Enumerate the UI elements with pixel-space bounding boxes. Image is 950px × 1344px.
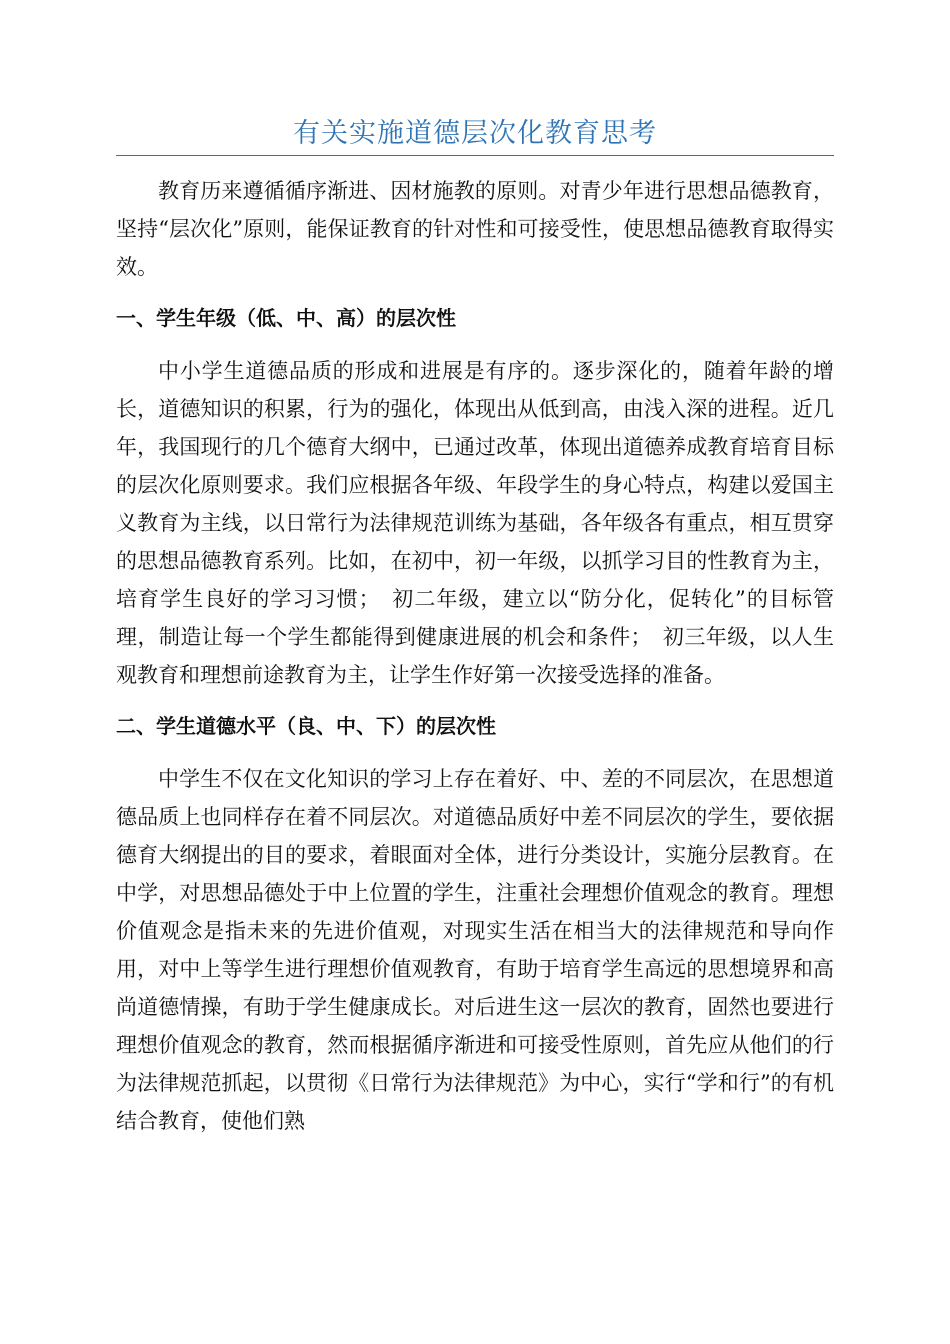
document-title: 有关实施道德层次化教育思考: [293, 118, 657, 149]
section-body-moral-levels: 中学生不仅在文化知识的学习上存在着好、中、差的不同层次，在思想道德品质上也同样存在着不同层次。对道德品质好中差不同层次的学生，要依据德育大纲提出的目的要求，着眼面对全体，进行分类设计，实施分层教育。在中学，对思想品德处于中上位置的学生，注重社会理想价值观念的教育。理想价值观念是指未来的先进价值观，对现实生活在相当大的法律规范和导向作用，对中上等学生进行理想价值观教育，有助于培育学生高远的思想境界和高尚道德情操，有助于学生健康成长。对后进生这一层次的教育，固然也要进行理想价值观念的教育，然而根据循序渐进和可接受性原则，首先应从他们的行为法律规范抓起，以贯彻《日常行为法律规范》为中心，实行“学和行”的有机结合教育，使他们熟: [116, 767, 834, 1133]
section-heading-grade-levels: 一、学生年级（低、中、高）的层次性: [116, 306, 456, 330]
title-underline: [116, 155, 834, 156]
section-heading-moral-levels: 二、学生道德水平（良、中、下）的层次性: [116, 714, 496, 738]
document-body: [116, 172, 834, 1140]
intro-paragraph: 教育历来遵循循序渐进、因材施教的原则。对青少年进行思想品德教育，坚持“层次化”原则，能保证教育的针对性和可接受性，使思想品德教育取得实效。: [116, 179, 834, 279]
section-body-grade-levels: 中小学生道德品质的形成和进展是有序的。逐步深化的，随着年龄的增长，道德知识的积累，行为的强化，体现出从低到高，由浅入深的进程。近几年，我国现行的几个德育大纲中，已通过改革，体现出道德养成教育培育目标的层次化原则要求。我们应根据各年级、年段学生的身心特点，构建以爱国主义教育为主线，以日常行为法律规范训练为基础，各年级各有重点，相互贯穿的思想品德教育系列。比如，在初中，初一年级，以抓学习目的性教育为主，培育学生良好的学习习惯； 初二年级，建立以“防分化，促转化”的目标管理，制造让每一个学生都能得到健康进展的机会和条件； 初三年级，以人生观教育和理想前途教育为主，让学生作好第一次接受选择的准备。: [116, 359, 835, 687]
